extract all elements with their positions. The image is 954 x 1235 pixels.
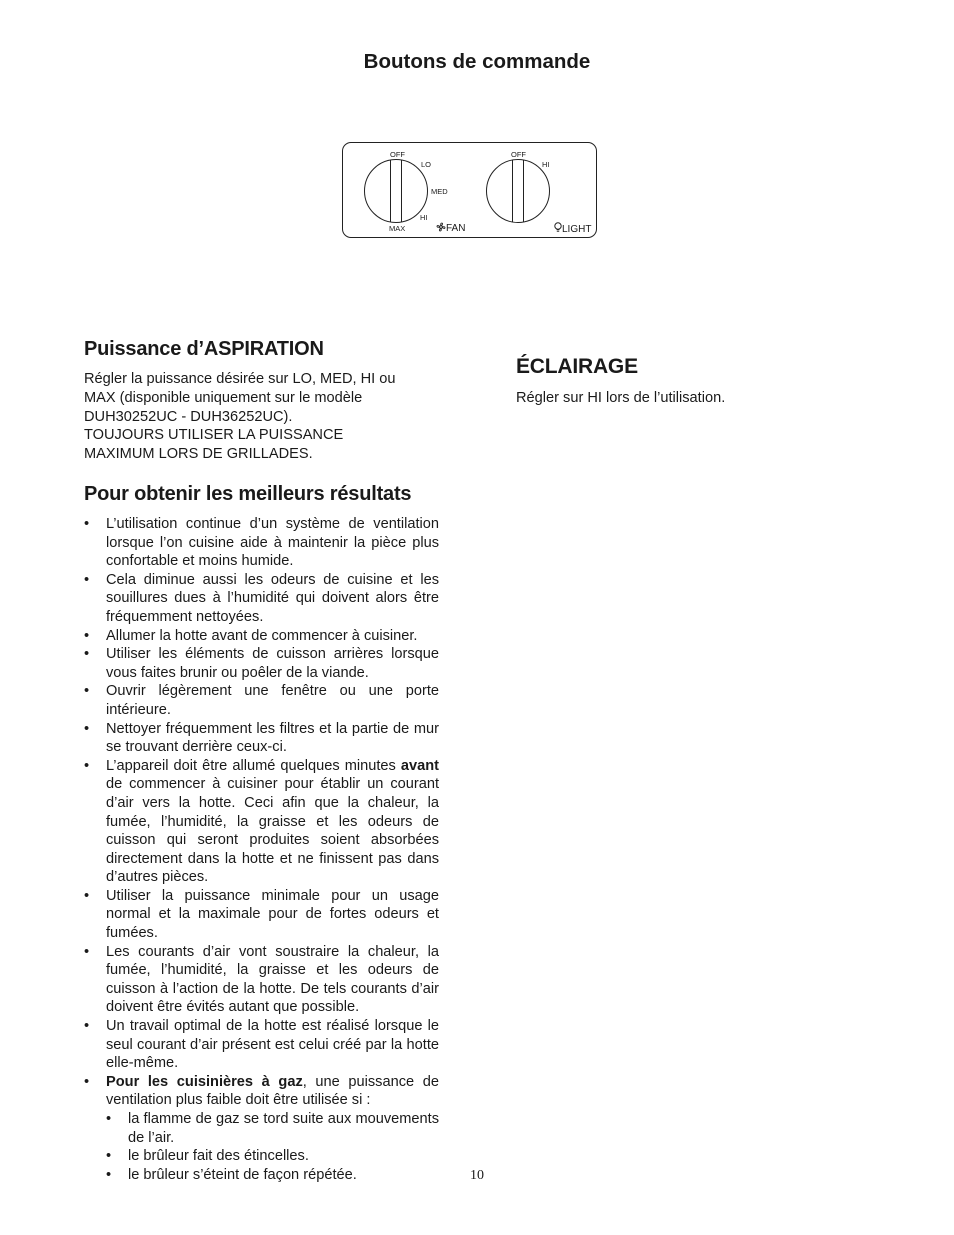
- results-list: [84, 515, 439, 1184]
- fan-icon: [436, 222, 446, 232]
- light-label: LIGHT: [562, 224, 592, 235]
- aspiration-line: MAX (disponible uniquement sur le modèle: [84, 389, 363, 406]
- page-title: Boutons de commande: [363, 50, 591, 73]
- list-item: • Utiliser les éléments de cuisson arrières lorsque vous faites brunir ou poêler de la viande.: [84, 645, 439, 682]
- list-item: • Un travail optimal de la hotte est réalisé lorsque le seul courant d’air présent est celui créé par la hotte elle-même.: [84, 1017, 439, 1073]
- fan-label: FAN: [446, 223, 466, 234]
- list-item: • Nettoyer fréquemment les filtres et la partie de mur se trouvant derrière ceux-ci.: [84, 720, 439, 757]
- list-item-text: de commencer à cuisiner pour établir un courant d’air vers la hotte. Ceci afin que la chaleur, la fumée, l’humidité, la graisse et les odeurs de cuisson qui seront produites soient absorbées directement dans la hotte et ne finissent pas dans d’autres pièces.: [106, 776, 439, 886]
- fan-med-label: MED: [431, 187, 448, 196]
- emphasis-text: avant: [400, 757, 439, 774]
- aspiration-line: MAXIMUM LORS DE GRILLADES.: [84, 446, 313, 463]
- list-item: • Ouvrir légèrement une fenêtre ou une porte intérieure.: [84, 682, 439, 719]
- eclairage-text: Régler sur HI lors de l’utilisation.: [516, 390, 726, 406]
- list-item: • Utiliser la puissance minimale pour un usage normal et la maximale pour de fortes odeurs et fumées.: [84, 887, 439, 943]
- eclairage-heading: ÉCLAIRAGE: [516, 355, 638, 378]
- fan-off-label: OFF: [390, 150, 405, 159]
- list-item: • L’utilisation continue d’un système de ventilation lorsque l’on cuisine aide à maintenir la pièce plus confortable et moins humide.: [84, 515, 439, 571]
- aspiration-text: [84, 370, 395, 464]
- list-item: [84, 757, 439, 887]
- aspiration-line: TOUJOURS UTILISER LA PUISSANCE: [84, 427, 344, 444]
- light-bulb-icon: [554, 222, 562, 233]
- light-hi-label: HI: [542, 160, 550, 169]
- results-heading: Pour obtenir les meilleurs résultats: [84, 483, 412, 505]
- fan-hi-label: HI: [420, 213, 428, 222]
- light-knob: [486, 159, 550, 223]
- aspiration-line: Régler la puissance désirée sur LO, MED, HI ou: [84, 371, 396, 387]
- aspiration-heading: Puissance d’ASPIRATION: [84, 338, 324, 360]
- sub-list-item: • le brûleur fait des étincelles.: [84, 1147, 439, 1166]
- list-item: • Les courants d’air vont soustraire la chaleur, la fumée, l’humidité, la graisse et les odeurs de cuisson à l’action de la hotte. De tels courants d’air doivent être évités autant que possible.: [84, 943, 439, 1017]
- page-number: 10: [470, 1168, 484, 1183]
- list-item-text: L’appareil doit être allumé quelques minutes: [106, 757, 401, 774]
- fan-lo-label: LO: [421, 160, 432, 169]
- list-item: • Cela diminue aussi les odeurs de cuisine et les souillures dues à l’humidité qui doivent alors être fréquemment nettoyées.: [84, 571, 439, 627]
- list-item-text: , une puissance de ventilation plus faible doit être utilisée si :: [106, 1073, 439, 1109]
- fan-knob: [364, 159, 428, 223]
- list-item: [84, 1073, 439, 1110]
- aspiration-line: DUH30252UC - DUH36252UC).: [84, 408, 293, 425]
- light-label-group: [554, 222, 591, 235]
- list-item: • Allumer la hotte avant de commencer à cuisiner.: [84, 627, 439, 646]
- emphasis-text: Pour les cuisinières à gaz: [106, 1073, 303, 1090]
- sub-list-item: • le brûleur s’éteint de façon répétée.: [84, 1166, 439, 1185]
- fan-max-label: MAX: [389, 224, 406, 233]
- light-off-label: OFF: [511, 150, 526, 159]
- sub-list-item: • la flamme de gaz se tord suite aux mouvements de l’air.: [84, 1110, 439, 1147]
- fan-label-group: [436, 222, 465, 234]
- control-panel: [342, 142, 597, 238]
